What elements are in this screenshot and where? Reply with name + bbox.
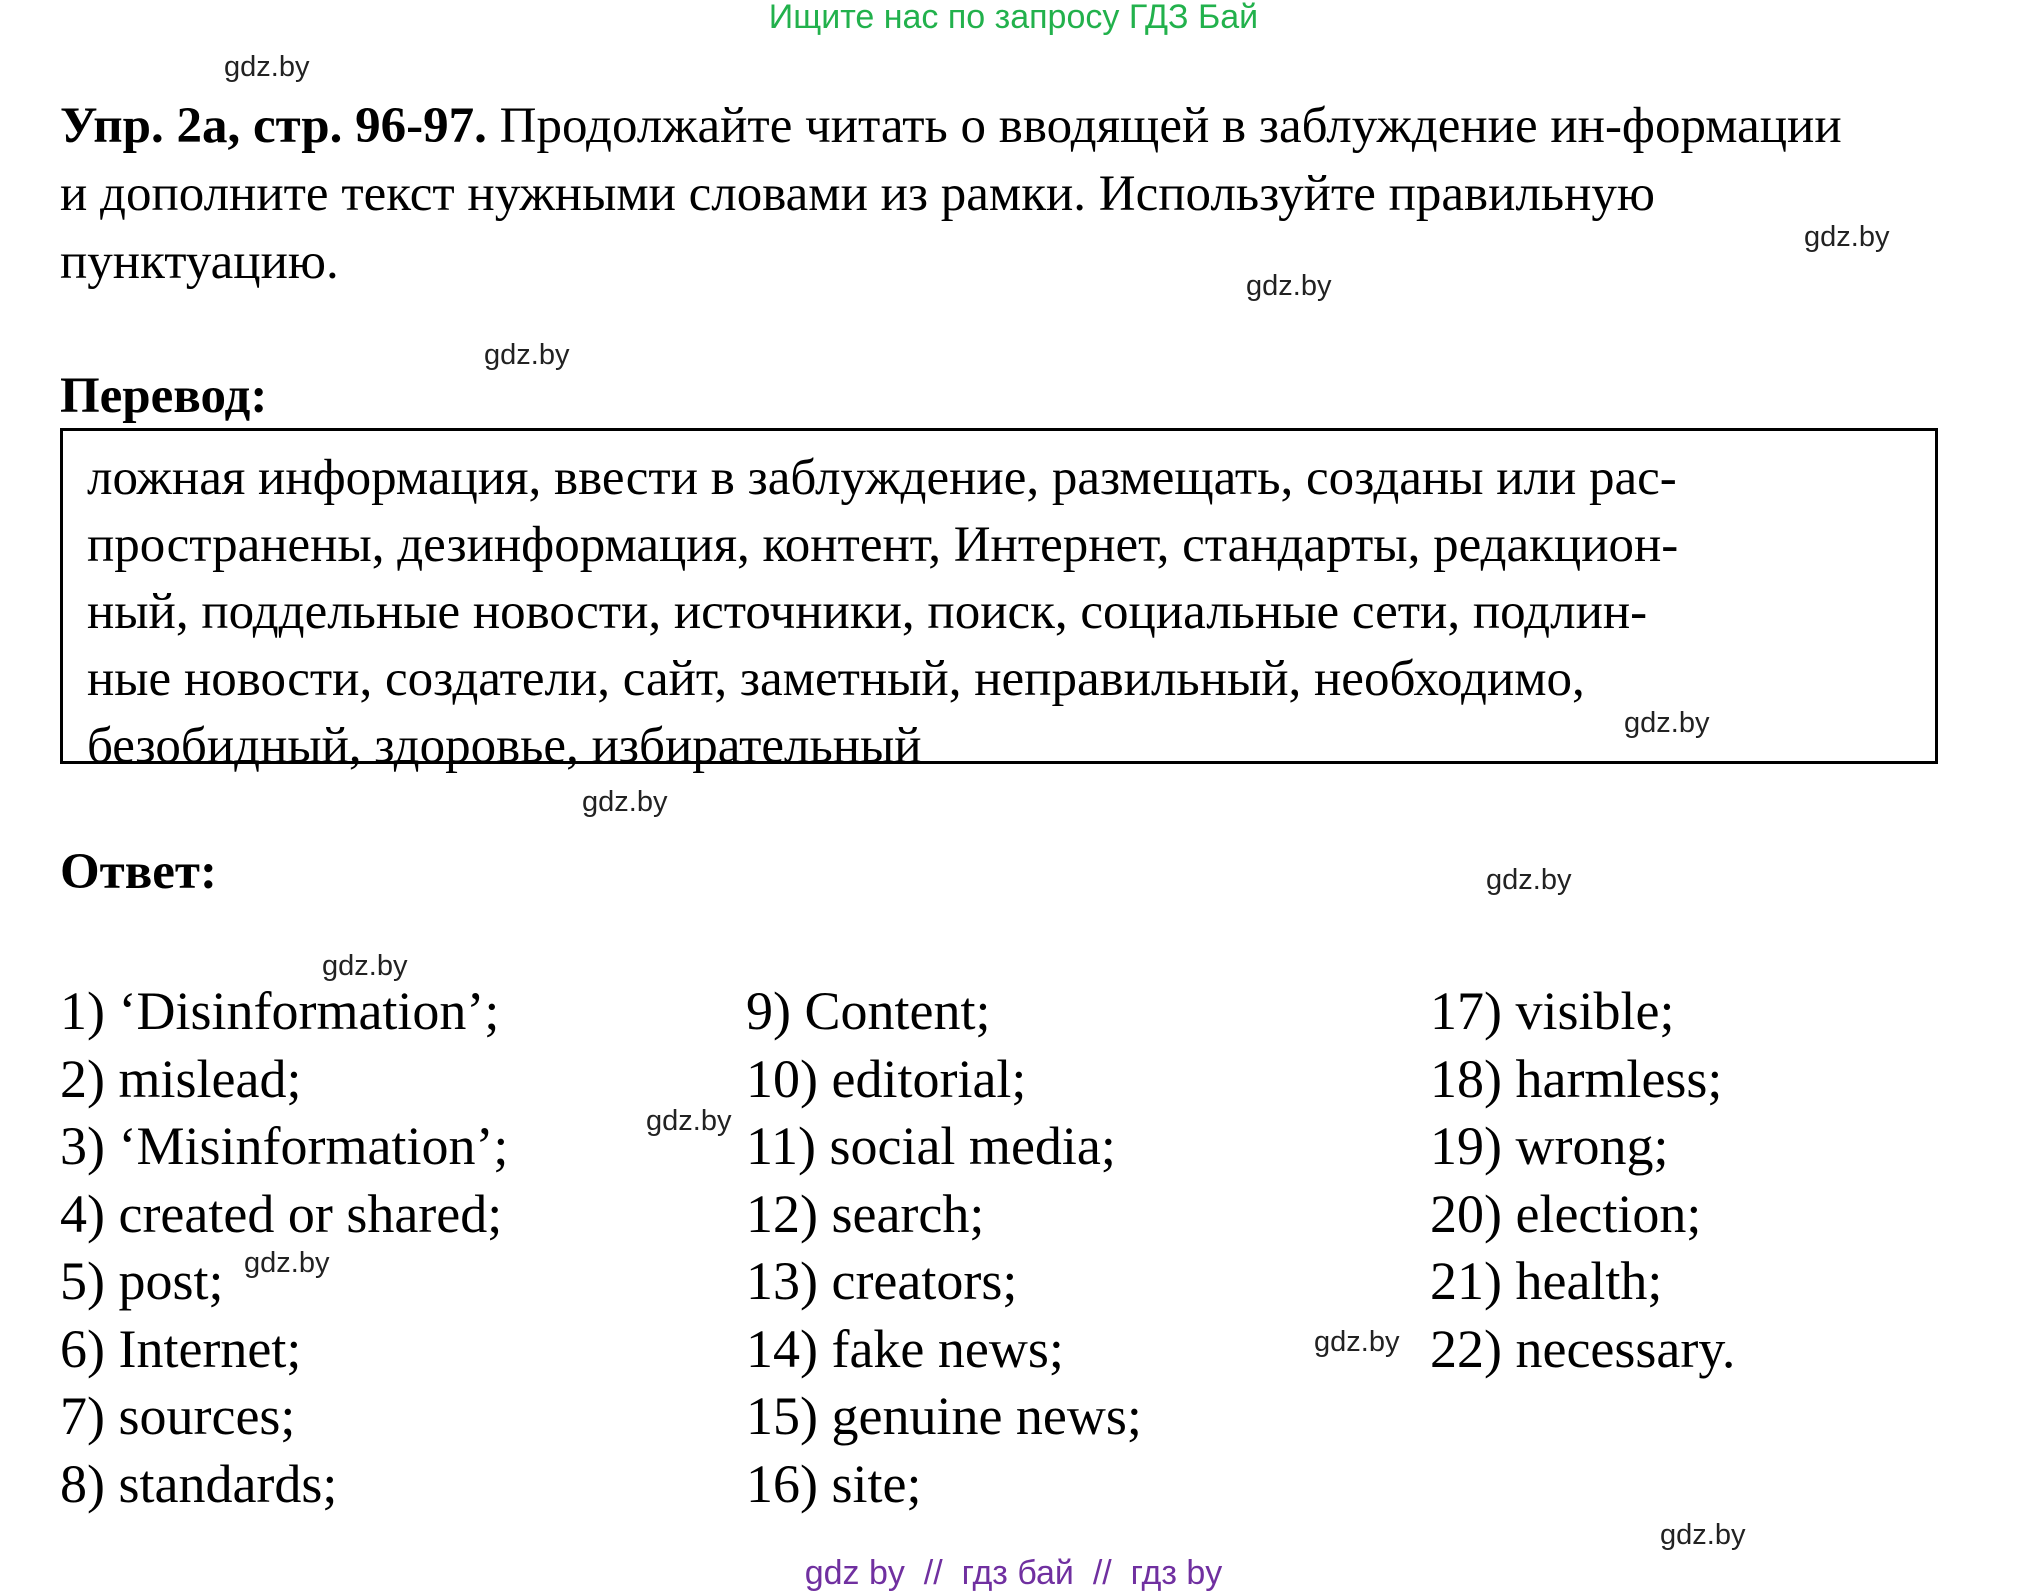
answer-item: 11) social media; [746, 1116, 1116, 1176]
answer-item: 12) search; [746, 1183, 985, 1244]
answer-item: 3) ‘Misinformation’; [60, 1116, 509, 1176]
task-text: Продолжайте читать о вводящей в заблуждение ин-формации и дополните текст нужными словами из рамки. Используйте правильную пунктуацию. [60, 98, 1842, 290]
word-box-line: ложная информация, ввести в заблуждение, размещать, созданы или рас- [87, 450, 1677, 506]
answer-item: 16) site; [746, 1453, 922, 1514]
watermark: gdz.by [582, 786, 668, 818]
footer-part: гдз бай [961, 1554, 1074, 1592]
watermark: gdz.by [224, 51, 310, 83]
watermark: gdz.by [244, 1247, 330, 1279]
answer-item: 19) wrong; [1430, 1116, 1669, 1176]
answer-heading: Ответ: [60, 844, 217, 900]
watermark: gdz.by [1804, 221, 1890, 253]
answer-item: 7) sources; [60, 1386, 296, 1446]
watermark: gdz.by [322, 950, 408, 982]
word-box-line: пространены, дезинформация, контент, Интернет, стандарты, редакцион- [87, 517, 1679, 573]
answer-item: 1) ‘Disinformation’; [60, 981, 500, 1041]
footer-part: gdz by [804, 1554, 905, 1592]
word-box-line: ные новости, создатели, сайт, заметный, неправильный, необходимо, [87, 651, 1585, 707]
top-banner: Ищите нас по запросу ГДЗ Бай [768, 0, 1259, 36]
answer-item: 2) mislead; [60, 1048, 302, 1109]
watermark: gdz.by [1660, 1519, 1746, 1551]
word-box [60, 428, 1938, 774]
footer [0, 1555, 2027, 1591]
answer-column-1 [60, 978, 508, 1518]
watermark: gdz.by [1624, 707, 1710, 739]
watermark: gdz.by [1246, 270, 1332, 302]
translation-heading: Перевод: [60, 368, 268, 424]
answer-item: 22) necessary. [1430, 1318, 1736, 1379]
answer-item: 20) election; [1430, 1183, 1702, 1244]
footer-separator: // [904, 1554, 962, 1592]
watermark: gdz.by [646, 1105, 732, 1137]
answer-item: 9) Content; [746, 981, 991, 1041]
footer-part: гдз by [1130, 1554, 1223, 1592]
answer-item: 13) creators; [746, 1251, 1018, 1311]
answer-item: 6) Internet; [60, 1318, 302, 1379]
answer-item: 10) editorial; [746, 1048, 1027, 1109]
answer-column-2 [746, 978, 1142, 1518]
answer-item: 21) health; [1430, 1251, 1663, 1311]
answer-column-3 [1430, 978, 1735, 1383]
answer-item: 15) genuine news; [746, 1386, 1142, 1446]
answer-item: 4) created or shared; [60, 1183, 503, 1244]
answer-item: 18) harmless; [1430, 1048, 1723, 1109]
task-statement [60, 92, 1860, 296]
answer-item: 5) post; [60, 1251, 224, 1311]
task-label: Упр. 2а, стр. 96-97. [60, 98, 487, 154]
watermark: gdz.by [1486, 864, 1572, 896]
watermark: gdz.by [1314, 1326, 1400, 1358]
watermark: gdz.by [484, 339, 570, 371]
answer-item: 8) standards; [60, 1453, 338, 1514]
answer-item: 17) visible; [1430, 981, 1675, 1041]
word-box-line: безобидный, здоровье, избирательный [87, 718, 922, 774]
footer-separator: // [1073, 1554, 1131, 1592]
answer-item: 14) fake news; [746, 1318, 1064, 1379]
word-box-line: ный, поддельные новости, источники, поиск, социальные сети, подлин- [87, 584, 1648, 640]
